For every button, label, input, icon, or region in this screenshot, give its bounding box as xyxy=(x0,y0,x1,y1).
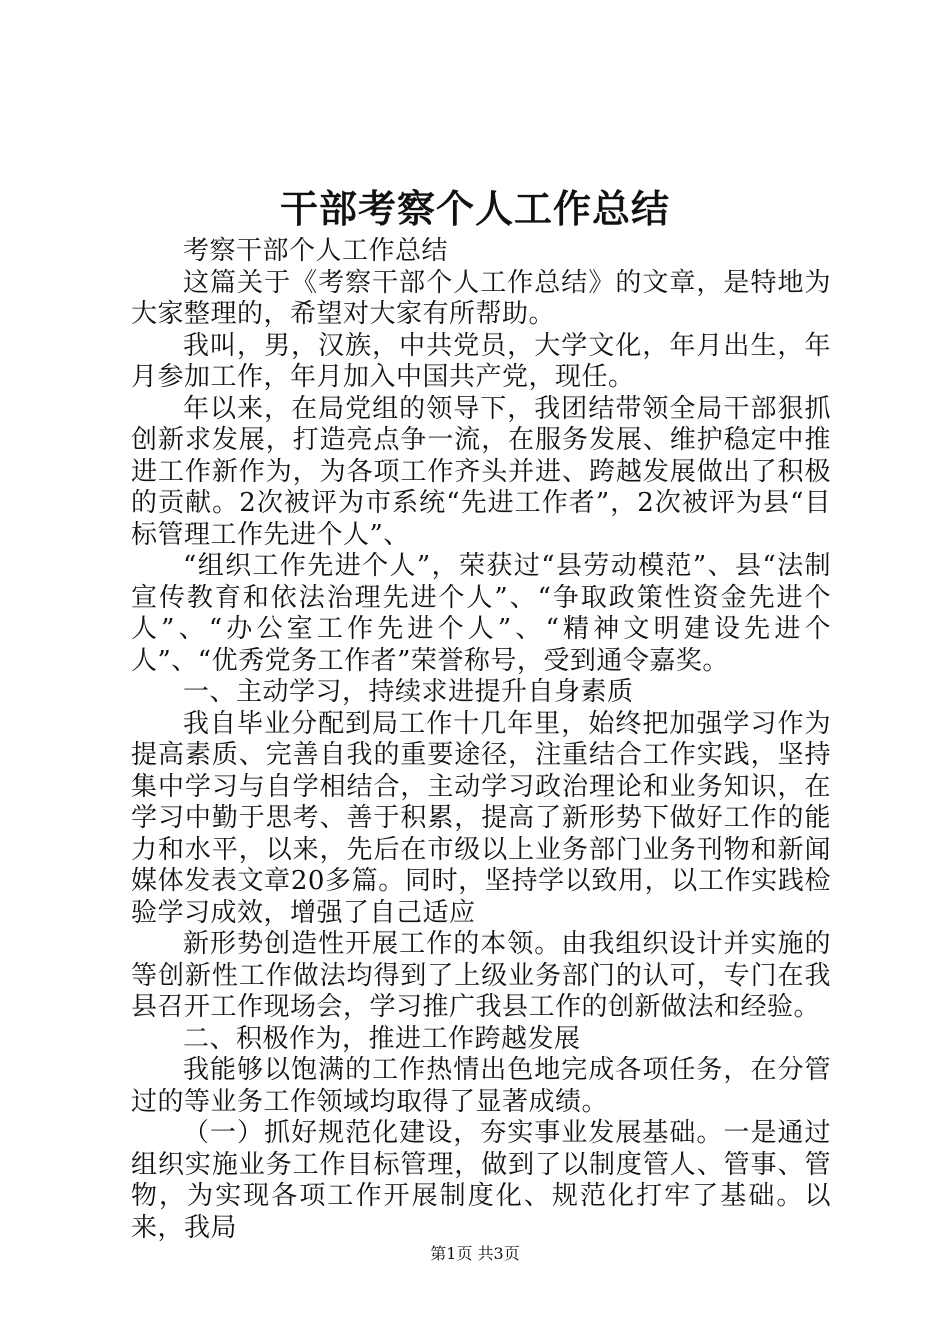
body-paragraph: 新形势创造性开展工作的本领。由我组织设计并实施的等创新性工作做法均得到了上级业务部门的认可，专门在我县召开工作现场会，学习推广我县工作的创新做法和经验。 xyxy=(131,929,831,1022)
body-paragraph: 考察干部个人工作总结 xyxy=(183,236,449,266)
body-paragraph: 我叫，男，汉族，中共党员，大学文化，年月出生，年月参加工作，年月加入中国共产党，现任。 xyxy=(131,330,831,392)
body-paragraph: 这篇关于《考察干部个人工作总结》的文章，是特地为大家整理的，希望对大家有所帮助。 xyxy=(131,267,831,329)
document-body xyxy=(131,236,831,1244)
body-paragraph: 我自毕业分配到局工作十几年里，始终把加强学习作为提高素质、完善自我的重要途径，注重结合工作实践，坚持集中学习与自学相结合，主动学习政治理论和业务知识，在学习中勤于思考、善于积累，提高了新形势下做好工作的能力和水平，以来，先后在市级以上业务部门业务刊物和新闻媒体发表文章20多篇。同时，坚持学以致用，以工作实践检验学习成效，增强了自己适应 xyxy=(131,708,831,928)
body-paragraph: 我能够以饱满的工作热情出色地完成各项任务，在分管过的等业务工作领域均取得了显著成绩。 xyxy=(131,1055,831,1117)
page-number-footer: 第1页 共3页 xyxy=(430,1244,520,1263)
section-heading: 一、主动学习，持续求进提升自身素质 xyxy=(183,677,634,707)
section-heading: 二、积极作为，推进工作跨越发展 xyxy=(183,1023,581,1054)
document-title: 干部考察个人工作总结 xyxy=(279,186,670,231)
body-paragraph: “组织工作先进个人”，荣获过“县劳动模范”、县“法制宣传教育和依法治理先进个人”、“争取政策性资金先进个人”、“办公室工作先进个人”、“精神文明建设先进个人”、“优秀党务工作者”荣誉称号，受到通令嘉奖。 xyxy=(131,551,831,676)
body-paragraph: （一）抓好规范化建设，夯实事业发展基础。一是通过组织实施业务工作目标管理，做到了以制度管人、管事、管物，为实现各项工作开展制度化、规范化打牢了基础。以来，我局 xyxy=(131,1118,831,1243)
body-paragraph: 年以来，在局党组的领导下，我团结带领全局干部狠抓创新求发展，打造亮点争一流，在服务发展、维护稳定中推进工作新作为，为各项工作齐头并进、跨越发展做出了积极的贡献。2次被评为市系统“先进工作者”，2次被评为县“目标管理工作先进个人”、 xyxy=(131,393,831,550)
